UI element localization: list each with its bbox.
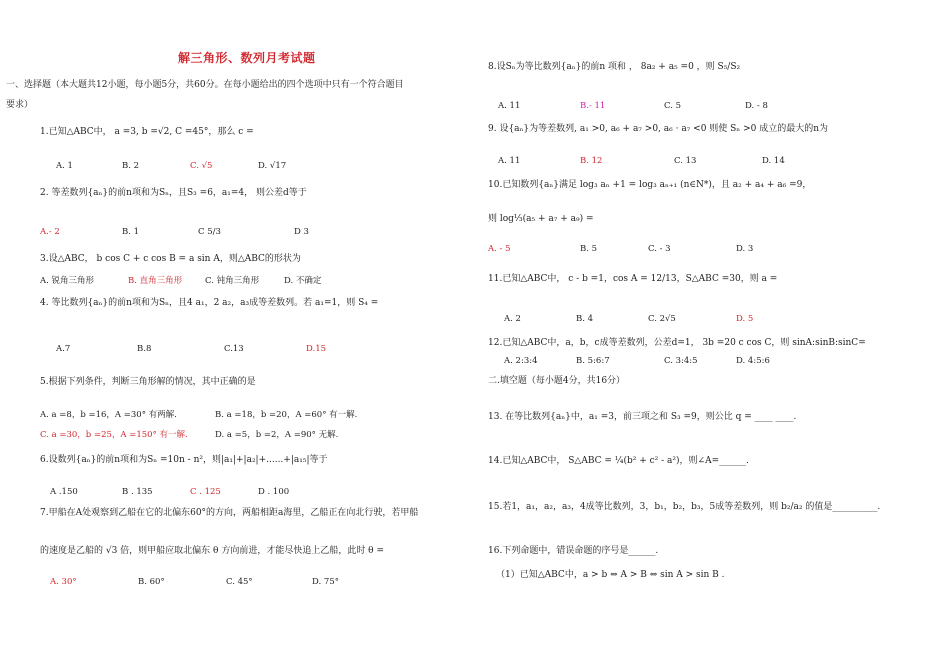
q8-option-a: A. 11 — [498, 101, 521, 111]
q7-option-b: B. 60° — [138, 577, 165, 587]
question-8: 8.设Sₙ为等比数列{aₙ}的前n 项和 ， 8a₂ + a₅ =0 ，则 S₅/S₂ — [488, 62, 741, 72]
q1-option-a: A. 1 — [56, 161, 73, 171]
q3-option-b: B. 直角三角形 — [128, 276, 183, 286]
q9-option-c: C. 13 — [674, 156, 697, 166]
section1-heading: 一、选择题（本大题共12小题，每小题5分，共60分。在每小题给出的四个选项中只有一个符合题目 — [6, 80, 404, 90]
q3-option-d: D. 不确定 — [284, 276, 322, 286]
q11-option-c: C. 2√5 — [648, 314, 676, 324]
q10-option-c: C. - 3 — [648, 244, 671, 254]
section2-heading: 二.填空题（每小题4分，共16分） — [488, 376, 626, 386]
question-10-line1: 10.已知数列{aₙ}满足 log₃ aₙ +1 = log₃ aₙ₊₁ (n∈N*)，且 a₂ + a₄ + a₆ =9， — [488, 180, 812, 190]
q4-option-d: D.15 — [306, 344, 327, 354]
q2-option-b: B. 1 — [122, 227, 140, 237]
q6-option-d: D . 100 — [258, 487, 290, 497]
q2-option-a: A.- 2 — [40, 227, 60, 237]
q2-option-c: C 5/3 — [198, 227, 221, 237]
q11-option-a: A. 2 — [504, 314, 521, 324]
question-7-line1: 7.甲船在A处观察到乙船在它的北偏东60°的方向，两船相距a海里，乙船正在向北行驶，若甲船 — [40, 508, 419, 518]
question-1: 1.已知△ABC中， a =3, b =√2, C =45°，那么 c = — [40, 127, 254, 137]
q10-option-d: D. 3 — [736, 244, 754, 254]
question-12: 12.已知△ABC中，a，b，c成等差数列，公差d=1， 3b =20 c cos C，则 sinA:sinB:sinC= — [488, 338, 866, 348]
q5-option-c: C. a =30，b =25，A =150° 有一解. — [40, 430, 188, 440]
question-5: 5.根据下列条件，判断三角形解的情况，其中正确的是 — [40, 377, 256, 387]
question-3: 3.设△ABC， b cos C + c cos B = a sin A，则△ABC的形状为 — [40, 254, 301, 264]
q1-option-c: C. √5 — [190, 161, 213, 171]
question-7-line2: 的速度是乙船的 √3 倍，则甲船应取北偏东 θ 方向前进，才能尽快追上乙船，此时 θ = — [40, 546, 385, 556]
q6-option-a: A .150 — [50, 487, 78, 497]
q11-option-d: D. 5 — [736, 314, 754, 324]
q8-option-c: C. 5 — [664, 101, 682, 111]
q4-option-a: A.7 — [56, 344, 71, 354]
q3-option-a: A. 锐角三角形 — [40, 276, 95, 286]
q10-option-b: B. 5 — [580, 244, 598, 254]
q8-option-b: B.- 11 — [580, 101, 606, 111]
question-2: 2. 等差数列{aₙ}的前n项和为Sₙ，且S₃ =6，a₁=4， 则公差d等于 — [40, 188, 307, 198]
q7-option-c: C. 45° — [226, 577, 253, 587]
q11-option-b: B. 4 — [576, 314, 594, 324]
q7-option-d: D. 75° — [312, 577, 339, 587]
q12-option-a: A. 2:3:4 — [504, 356, 538, 366]
page-title: 解三角形、数列月考试题 — [178, 51, 316, 65]
question-4: 4. 等比数列{aₙ}的前n项和为Sₙ，且4 a₁，2 a₂，a₃成等差数列。若 a₁=1，则 S₄ = — [40, 298, 379, 308]
q5-option-a: A. a =8，b =16，A =30° 有两解. — [40, 410, 177, 420]
q9-option-a: A. 11 — [498, 156, 521, 166]
q3-option-c: C. 钝角三角形 — [205, 276, 260, 286]
q12-option-b: B. 5:6:7 — [576, 356, 610, 366]
question-6: 6.设数列{aₙ}的前n项和为Sₙ =10n - n²，则|a₁|+|a₂|+......+|a₁₅|等于 — [40, 455, 328, 465]
section1-heading-cont: 要求） — [6, 100, 34, 110]
q6-option-c: C . 125 — [190, 487, 221, 497]
q5-option-d: D. a =5，b =2，A =90° 无解. — [215, 430, 339, 440]
q4-option-b: B.8 — [137, 344, 152, 354]
q5-option-b: B. a =18，b =20，A =60° 有一解. — [215, 410, 358, 420]
q7-option-a: A. 30° — [50, 577, 77, 587]
q9-option-b: B. 12 — [580, 156, 603, 166]
q10-option-a: A. - 5 — [488, 244, 511, 254]
question-13: 13. 在等比数列{aₙ}中，a₁ =3，前三项之和 S₃ =9，则公比 q = ____ ____. — [488, 412, 797, 422]
q9-option-d: D. 14 — [762, 156, 785, 166]
q12-option-c: C. 3:4:5 — [664, 356, 698, 366]
question-14: 14.已知△ABC中， S△ABC = ¼(b² + c² - a²)，则∠A=______. — [488, 456, 749, 466]
question-15: 15.若1，a₁，a₂，a₃，4成等比数列，3，b₁，b₂，b₃，5成等差数列，则 b₂/a₂ 的值是__________. — [488, 502, 881, 512]
question-16: 16.下列命题中，错误命题的序号是______. — [488, 546, 659, 556]
q1-option-d: D. √17 — [258, 161, 287, 171]
question-9: 9. 设{aₙ}为等差数列, a₁ >0, a₆ + a₇ >0, a₆ · a₇ <0 则使 Sₙ >0 成立的最大的n为 — [488, 124, 828, 134]
question-11: 11.已知△ABC中， c - b =1，cos A = 12/13，S△ABC =30，则 a = — [488, 274, 778, 284]
q4-option-c: C.13 — [224, 344, 244, 354]
q2-option-d: D 3 — [294, 227, 309, 237]
q1-option-b: B. 2 — [122, 161, 140, 171]
question-16-item-1: （1）已知△ABC中，a > b ⇔ A > B ⇔ sin A > sin B . — [496, 570, 725, 580]
question-10-line2: 则 log⅓(a₅ + a₇ + a₉) = — [488, 214, 594, 224]
q6-option-b: B . 135 — [122, 487, 153, 497]
q12-option-d: D. 4:5:6 — [736, 356, 770, 366]
q8-option-d: D. - 8 — [745, 101, 768, 111]
